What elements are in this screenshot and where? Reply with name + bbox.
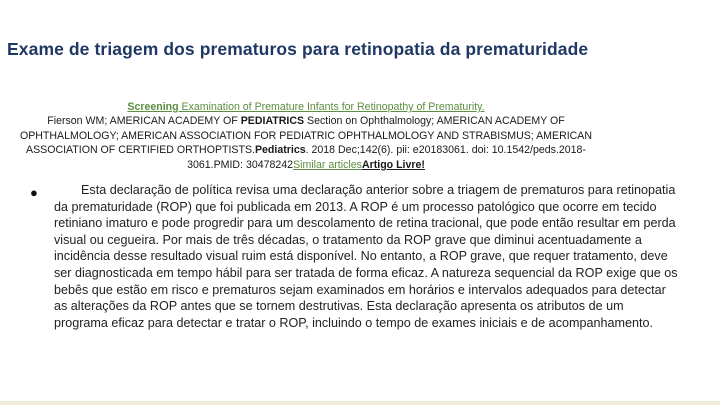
authors-text-continued: Section on Ophthalmology; AMERICAN ACADEMY OF OPHTHALMOLOGY; AMERICAN ASSOCIATION FOR PEDIATRIC OPHTHALMOLOGY AND STRABISMUS; AMERICAN ASSOCIATION OF CERTIFIED ORTHOPTISTS. — [19, 115, 593, 157]
free-article-link[interactable] — [362, 159, 425, 171]
article-title-link[interactable] — [127, 101, 484, 113]
authors-bold-pediatrics: PEDIATRICS — [240, 115, 305, 128]
citation-block — [10, 100, 602, 172]
abstract-paragraph: Esta declaração de política revisa uma declaração anterior sobre a triagem de prematuros para retinopatia da prematuridade (ROP) que foi publicada em 2013. A ROP é um processo patológico que ocorre em tecido retiniano imaturo e pode progredir para um descolamento de retina tracional, que pode então resultar em perda visual ou cegueira. Por mais de três décadas, o tratamento da ROP grave que diminui acentuadamente a incidência desse resultado visual ruim está disponível. No entanto, a ROP grave, que requer tratamento, deve ser diagnosticada em tempo hábil para ser tratada de forma eficaz. A natureza sequencial da ROP exige que os bebês que estão em risco e prematuros sejam examinados em horários e intervalos adequados para detectar as alterações da ROP antes que se tornem destrutivas. Esta declaração apresenta os atributos de um programa eficaz para detectar e tratar o ROP, incluindo o tempo de exames iniciais e de acompanhamento. — [54, 183, 678, 330]
article-title-rest: Examination of Premature Infants for Retinopathy of Prematurity. — [178, 101, 485, 113]
publication-details: . 2018 Dec;142(6). pii: e20183061. doi: 10.1542/peds.2018-3061.PMID: 30478242 — [187, 144, 586, 171]
free-article-label: Artigo Livre! — [361, 158, 425, 171]
authors-text: Fierson WM; AMERICAN ACADEMY OF — [47, 115, 241, 128]
journal-name: Pediatrics — [254, 144, 306, 157]
footer-bar — [0, 401, 720, 405]
similar-articles-link[interactable]: Similar articles — [293, 158, 362, 171]
bullet-icon: ● — [30, 185, 38, 200]
article-title-bold: Screening — [127, 101, 179, 113]
slide-title: Exame de triagem dos prematuros para retinopatia da prematuridade — [7, 39, 589, 59]
